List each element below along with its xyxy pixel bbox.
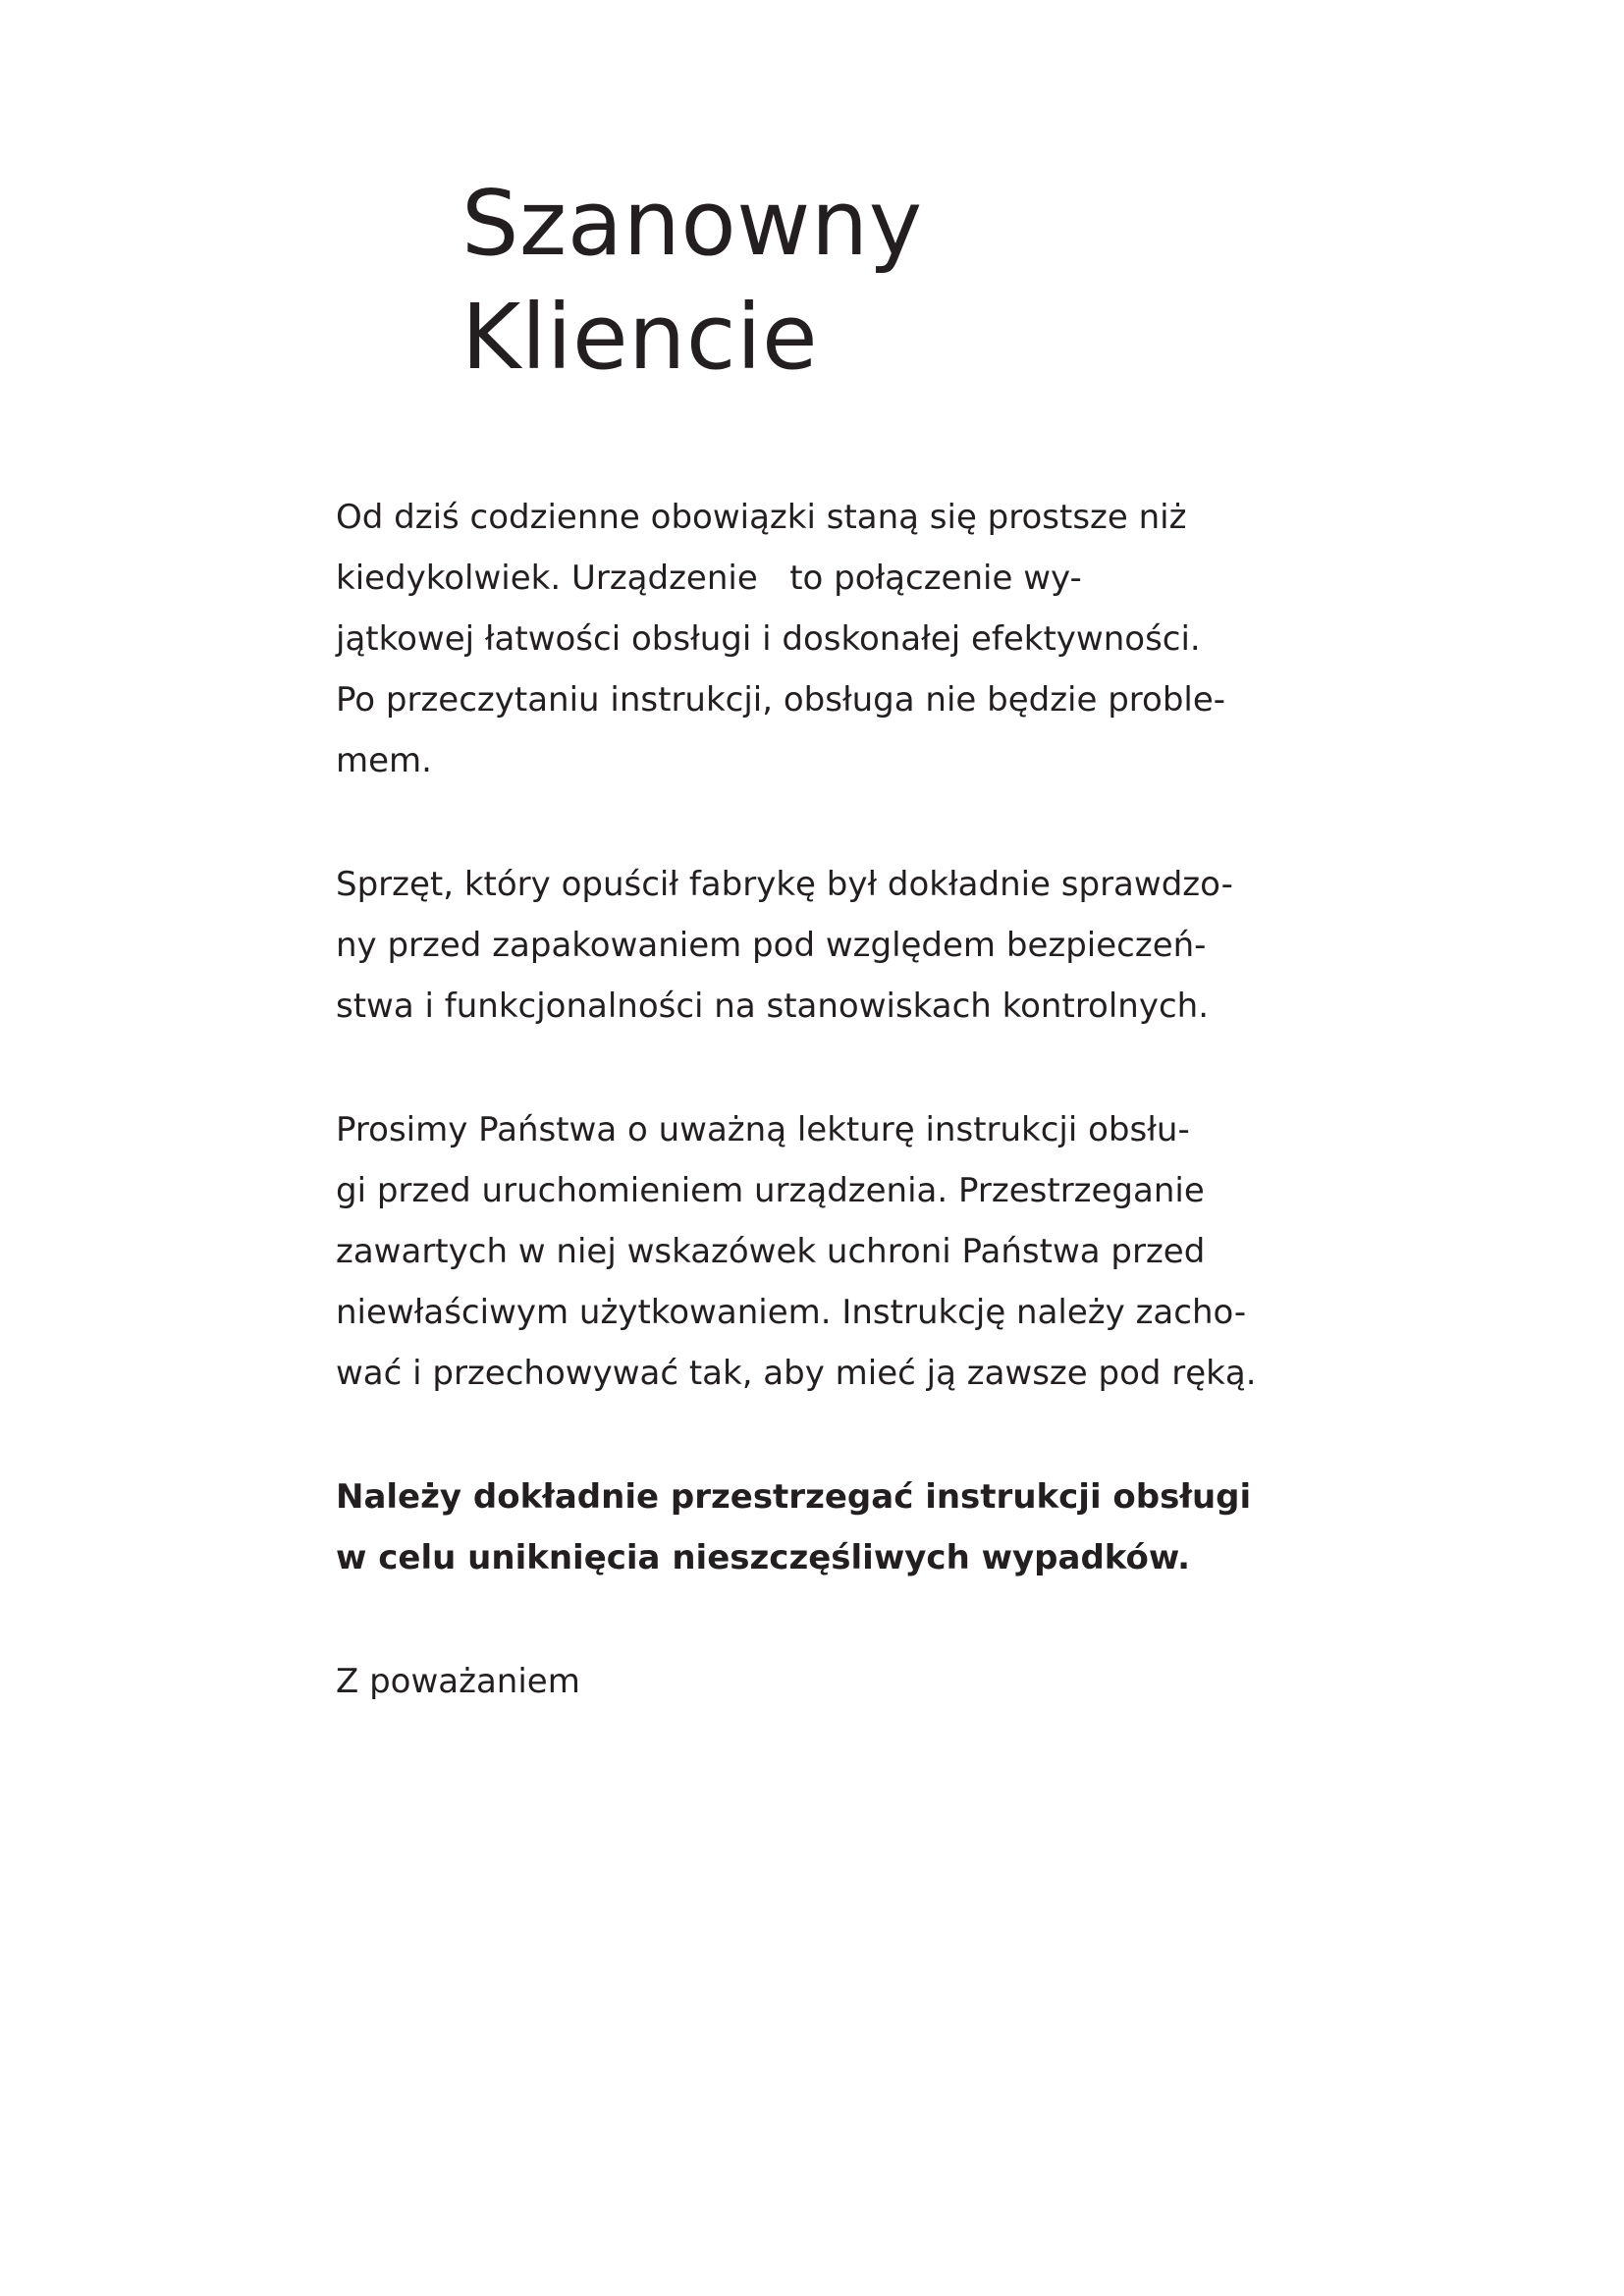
safety-warning xyxy=(336,1467,1337,1588)
quality-check-paragraph xyxy=(336,854,1337,1037)
paragraph-line: wać i przechowywać tak, aby mieć ją zawsze pod ręką. xyxy=(336,1354,1257,1393)
paragraph-line: gi przed uruchomieniem urządzenia. Przestrzeganie xyxy=(336,1171,1205,1210)
paragraph-line: kiedykolwiek. Urządzenie to połączenie wy- xyxy=(336,559,1082,598)
paragraph-line: ny przed zapakowaniem pod względem bezpieczeń- xyxy=(336,926,1207,965)
warning-line: Należy dokładnie przestrzegać instrukcji obsługi xyxy=(336,1477,1252,1517)
closing-salutation xyxy=(336,1651,1337,1712)
page-title xyxy=(461,167,923,395)
title-line-1: Szanowny xyxy=(461,171,923,276)
paragraph-line: zawartych w niej wskazówek uchroni Państwa przed xyxy=(336,1232,1206,1271)
intro-paragraph xyxy=(336,487,1337,791)
paragraph-line: niewłaściwym użytkowaniem. Instrukcję należy zacho- xyxy=(336,1293,1247,1332)
reading-instructions-paragraph xyxy=(336,1099,1337,1404)
paragraph-line: Prosimy Państwa o uważną lekturę instrukcji obsłu- xyxy=(336,1110,1190,1149)
warning-line: w celu uniknięcia nieszczęśliwych wypadków. xyxy=(336,1538,1191,1577)
letter-body xyxy=(336,487,1337,1775)
paragraph-line: mem. xyxy=(336,741,432,780)
paragraph-line: Po przeczytaniu instrukcji, obsługa nie będzie proble- xyxy=(336,680,1226,720)
paragraph-line: jątkowej łatwości obsługi i doskonałej efektywności. xyxy=(336,619,1201,659)
title-line-2: Kliencie xyxy=(461,285,819,390)
paragraph-line: Od dziś codzienne obowiązki staną się prostsze niż xyxy=(336,498,1187,537)
closing-line: Z poważaniem xyxy=(336,1662,580,1701)
paragraph-line: stwa i funkcjonalności na stanowiskach kontrolnych. xyxy=(336,987,1210,1026)
paragraph-line: Sprzęt, który opuścił fabrykę był dokładnie sprawdzo- xyxy=(336,865,1233,904)
